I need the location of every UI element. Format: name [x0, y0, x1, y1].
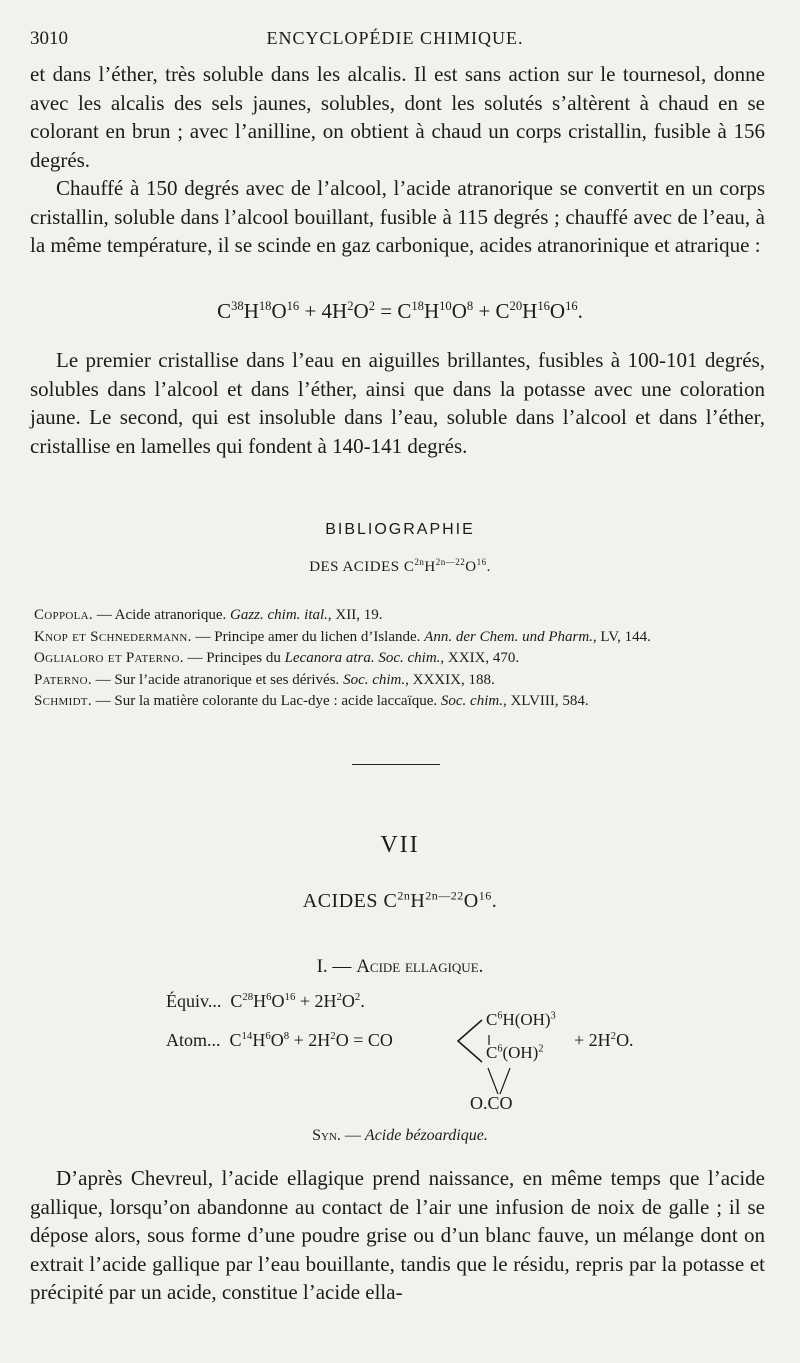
section-divider [352, 764, 440, 765]
formula-top-group: $C^6H(OH)^3$ [486, 1010, 556, 1029]
formula-water-product: + $2H^2O$. [574, 1030, 634, 1050]
running-head [30, 28, 760, 54]
bibliography-entry: Knop et Schnedermann. — Principe amer du lichen d’Islande. Ann. der Chem. und Pharm., LV, 144. [34, 628, 651, 645]
equation-atranoric-hydrolysis: $C^{38}H^{18}O^{16} + 4H^2O^2 = C^{18}H^{10}O^8 + C^{20}H^{16}O^{16}$. [217, 299, 583, 323]
bibliography-entry: Oglialoro et Paterno. — Principes du Lecanora atra. Soc. chim., XXIX, 470. [34, 650, 520, 666]
bibliography-entry: Coppola. — Acide atranorique. Gazz. chim. ital., XII, 19. [34, 607, 383, 623]
atom-formula: Atom... $C^{14}H^6O^8 + 2H^2O$ = CO [166, 1030, 393, 1050]
bibliography-entry: Paterno. — Sur l’acide atranorique et ses dérivés. Soc. chim., XXXIX, 188. [34, 671, 495, 688]
section-title: I. — Acide ellagique. [316, 956, 484, 977]
synonym-line: Syn. — Acide bézoardique. [312, 1127, 488, 1144]
paragraph-1: et dans l’éther, très soluble dans les alcalis. Il est sans action sur le tournesol, donne avec les alcalis des sels jaunes, solubles, dont les solutés s’altèrent à chaud en se colorant en brun ; avec l’anilline, on obtient à chaud un corps cristallin, fusible à 156 degrés. [30, 62, 765, 172]
bibliography-subtitle: DES ACIDES $C^{2n}H^{2n—22}O^{16}$. [309, 557, 491, 575]
bibliography-title: BIBLIOGRAPHIE [325, 521, 475, 538]
paragraph-4: D’après Chevreul, l’acide ellagique prend naissance, en même temps que l’acide gallique, lorsqu’on abandonne au contact de l’air une infusion de noix de galle ; il se dépose alors, sous forme d’une poudre grise ou d’un blanc fauve, un mélange dont on extrait l’acide gallique par l’eau bouillante, tandis que le résidu, repris par la potasse et précipité par un acide, constitue l’acide ella- [30, 1166, 765, 1304]
paragraph-2: Chauffé à 150 degrés avec de l’alcool, l’acide atranorique se convertit en un corps cristallin, soluble dans l’alcool bouillant, fusible à 115 degrés ; chauffé avec de l’eau, à la même température, il se scinde en gaz carbonique, acides atranorinique et atrarique : [30, 176, 765, 257]
lactone-bridge-lines [478, 1066, 518, 1096]
chapter-title: ACIDES $C^{2n}H^{2n—22}O^{16}$. [302, 888, 498, 912]
page-number: 3010 [30, 28, 68, 49]
equiv-formula: Équiv... $C^{28}H^6O^{16} + 2H^2O^2$. [166, 991, 365, 1011]
running-title: ENCYCLOPÉDIE CHIMIQUE. [266, 28, 524, 48]
chapter-number: VII [380, 832, 420, 858]
paragraph-3: Le premier cristallise dans l’eau en aiguilles brillantes, fusibles à 100-101 degrés, solubles dans l’alcool et dans l’éther, ainsi que dans la potasse avec une coloration jaune. Le second, qui est insoluble dans l’eau, soluble dans l’alcool et dans l’éther, cristallise en lamelles qui fondent à 140-141 degrés. [30, 348, 765, 458]
bibliography-list [34, 605, 774, 713]
formula-bottom-group: $C^6(OH)^2$ [486, 1043, 544, 1062]
bibliography-entry: Schmidt. — Sur la matière colorante du Lac-dye : acide laccaïque. Soc. chim., XLVIII, 584. [34, 693, 589, 709]
bond-bracket [452, 1012, 488, 1070]
lactone-bridge: O.CO [470, 1093, 513, 1113]
